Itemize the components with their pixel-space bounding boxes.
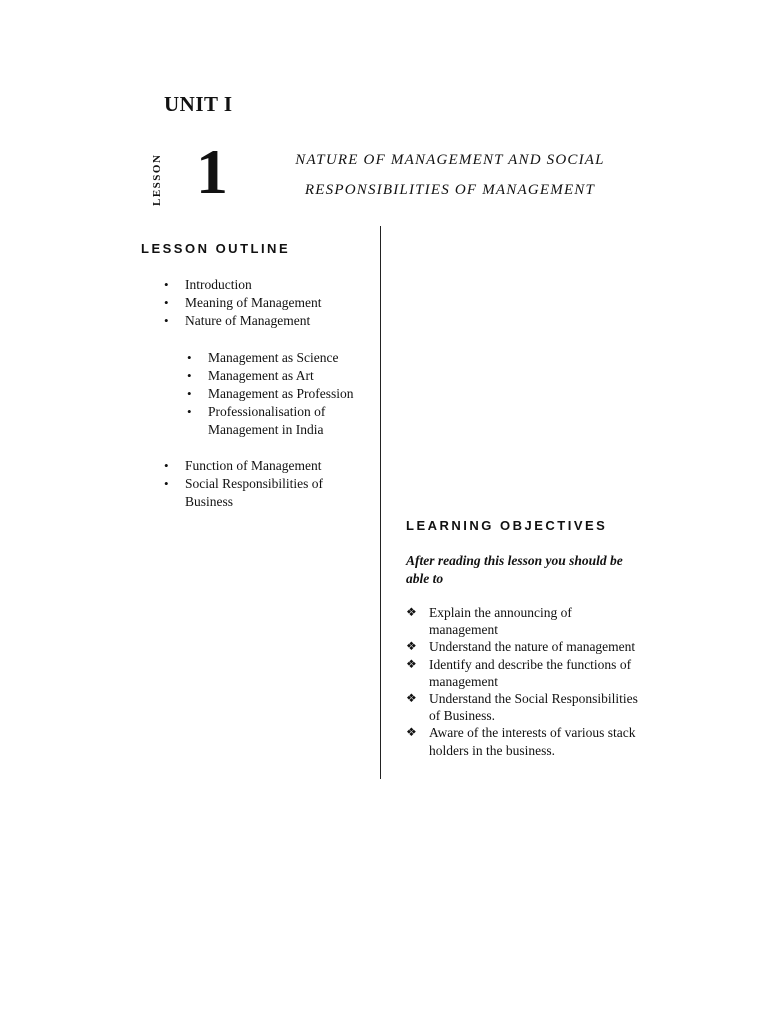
lesson-number: 1 (196, 136, 228, 207)
outline-item: • Introduction (161, 276, 361, 294)
objective-text: Explain the announcing of management (429, 605, 572, 638)
outline-subitem: • Management as Profession (184, 385, 378, 403)
objectives-intro: After reading this lesson you should be able to (406, 553, 623, 586)
unit-title: UNIT I (164, 92, 233, 116)
outline-subitem: • Management as Art (184, 367, 378, 385)
objective-item (406, 656, 641, 690)
lesson-label: LESSON (151, 153, 163, 206)
diamond-bullet-icon: ❖ (406, 656, 417, 671)
outline-list-continued (161, 457, 361, 511)
lesson-title-line-1: NATURE OF MANAGEMENT AND SOCIAL (295, 152, 605, 168)
objective-item (406, 638, 641, 655)
diamond-bullet-icon: ❖ (406, 639, 417, 654)
lesson-title-line-2: RESPONSIBILITIES OF MANAGEMENT (304, 182, 596, 198)
outline-item: • Social Responsibilities of Business (161, 475, 361, 511)
outline-subitem: • Professionalisation of Management in India (184, 403, 378, 439)
outline-item: • Nature of Management (161, 312, 361, 330)
diamond-bullet-icon: ❖ (406, 691, 417, 706)
outline-item: • Meaning of Management (161, 294, 361, 312)
lesson-outline-heading: LESSON OUTLINE (141, 241, 291, 256)
outline-list (161, 276, 361, 330)
diamond-bullet-icon: ❖ (406, 725, 417, 740)
objective-text: Understand the nature of management (429, 639, 636, 655)
outline-subitem: • Management as Science (184, 349, 378, 367)
column-divider (380, 226, 381, 779)
objective-item (406, 690, 641, 724)
diamond-bullet-icon: ❖ (406, 605, 417, 619)
objective-text: Identify and describe the functions of management (429, 656, 632, 689)
lesson-title (250, 145, 650, 205)
learning-objectives-heading: LEARNING OBJECTIVES (406, 518, 608, 533)
objectives-list (406, 604, 641, 759)
objective-text: Understand the Social Responsibilities of Business. (429, 691, 638, 724)
objective-text: Aware of the interests of various stack holders in the business. (429, 725, 636, 758)
outline-sublist (184, 349, 378, 439)
outline-item: • Function of Management (161, 457, 361, 475)
objective-item (406, 604, 641, 638)
objective-item (406, 724, 641, 758)
